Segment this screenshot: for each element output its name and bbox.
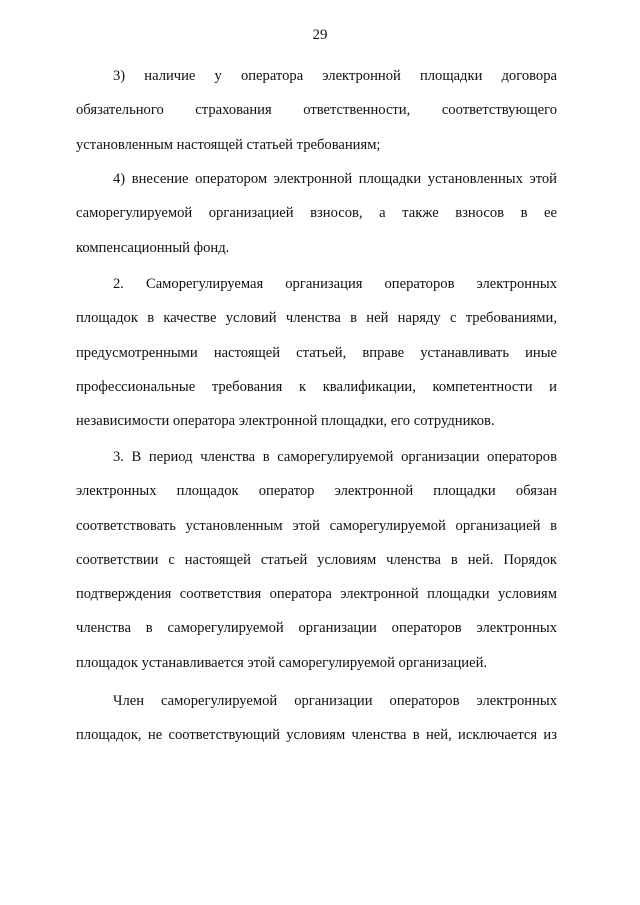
paragraph-line: площадок устанавливается этой саморегулируемой организацией.	[76, 654, 488, 671]
paragraph-section-2	[76, 267, 557, 438]
paragraph-line: независимости оператора электронной площадки, его сотрудников.	[76, 413, 495, 430]
paragraph-line: предусмотренными настоящей статьей, вправе устанавливать иные	[76, 344, 557, 361]
paragraph-line: подтверждения соответствия оператора электронной площадки условиям	[76, 586, 557, 603]
page-number: 29	[312, 27, 328, 43]
paragraph-line: обязательного страхования ответственности, соответствующего	[76, 102, 557, 119]
paragraph-line: установленным настоящей статьей требованиям;	[76, 136, 381, 153]
paragraph-line: саморегулируемой организацией взносов, а также взносов в ее	[76, 205, 557, 222]
paragraph-line: 2. Саморегулируемая организация операторов электронных	[113, 276, 557, 292]
paragraph-line: профессиональные требования к квалификации, компетентности и	[76, 378, 557, 395]
paragraph-item-4-fees	[76, 162, 557, 265]
paragraph-line: соответствии с настоящей статьей условиям членства в ней. Порядок	[76, 551, 557, 568]
paragraph-line: площадок в качестве условий членства в ней наряду с требованиями,	[76, 310, 557, 327]
paragraph-section-3	[76, 440, 557, 680]
paragraph-line: компенсационный фонд.	[76, 239, 230, 256]
paragraph-item-3-insurance	[76, 59, 557, 162]
paragraph-line: электронных площадок оператор электронной площадки обязан	[76, 483, 557, 500]
paragraph-line: соответствовать установленным этой саморегулируемой организацией в	[76, 517, 557, 534]
paragraph-member-exclusion	[76, 684, 557, 753]
paragraph-line: 4) внесение оператором электронной площадки установленных этой	[113, 171, 557, 187]
paragraph-line: 3) наличие у оператора электронной площадки договора	[113, 68, 557, 84]
paragraph-line: членства в саморегулируемой организации операторов электронных	[76, 620, 557, 637]
paragraph-line: Член саморегулируемой организации операторов электронных	[113, 693, 557, 709]
paragraph-line: 3. В период членства в саморегулируемой организации операторов	[113, 449, 557, 465]
paragraph-line: площадок, не соответствующий условиям членства в ней, исключается из	[76, 727, 557, 744]
